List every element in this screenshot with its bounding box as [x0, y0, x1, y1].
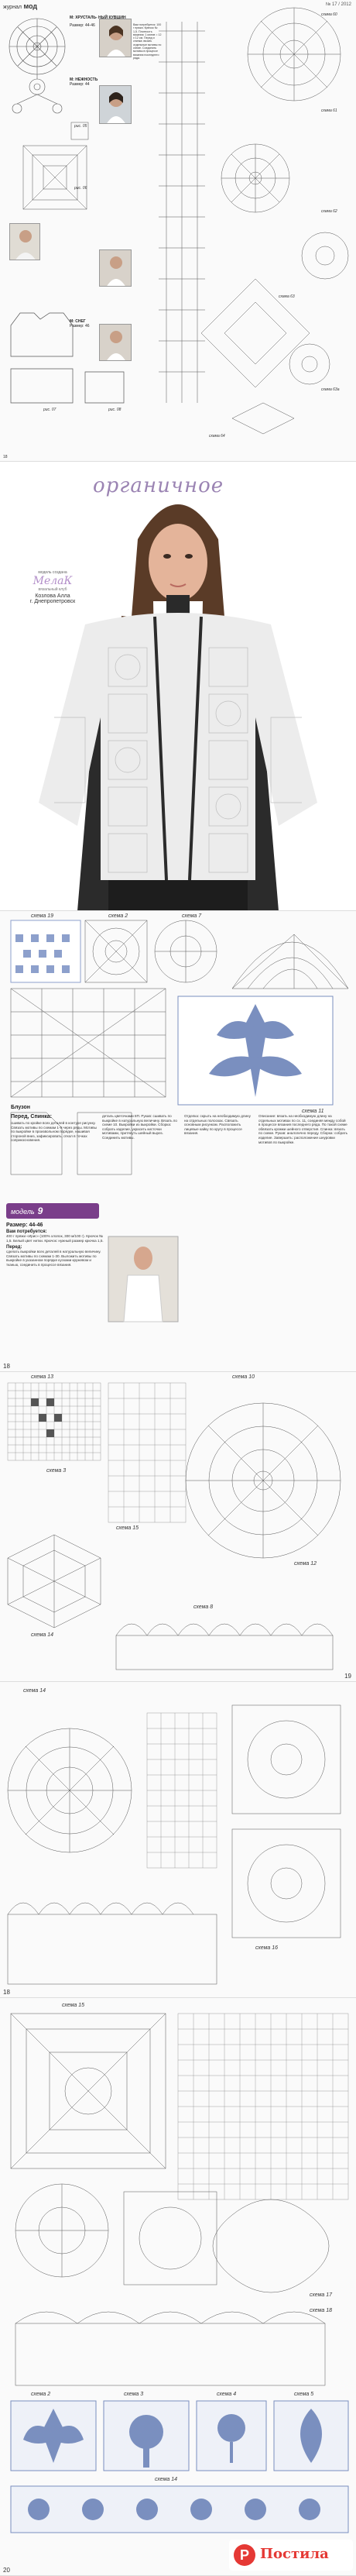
portrait-image: [100, 250, 132, 287]
schema-label-15: схема 15: [116, 1525, 139, 1531]
schema-label-8: схема 8: [193, 1604, 214, 1610]
blue-border-chart-14: [11, 2486, 348, 2533]
magazine-page-1: [0, 0, 356, 462]
model-main-photo: [0, 462, 356, 911]
bluza-title: Блузон: [11, 1105, 30, 1110]
magazine-page-6: [0, 1998, 356, 2576]
square-motif-diagram: [23, 122, 88, 209]
filet-grid-15: [108, 1383, 186, 1522]
pattern-diagrams-page-1: [0, 0, 356, 462]
model-number-badge: модель 9: [6, 1203, 99, 1219]
pattern-diagrams-page-6: [0, 1998, 356, 2576]
schema-label-2: схема 2: [108, 913, 128, 919]
page-number-5: 18: [3, 1989, 10, 1996]
bluza-instructions: [11, 1114, 98, 1145]
schema-label-7: схема 7: [182, 913, 202, 919]
figure-label-05: рис. 05: [74, 124, 87, 129]
figure-label-07: рис. 07: [43, 408, 56, 412]
hexagon-motif-14: [8, 1535, 101, 1628]
pattern-diagrams-page-5: [0, 1682, 356, 1998]
filet-chart-dark-13: [31, 1398, 62, 1437]
lace-motifs-middle: [15, 2184, 329, 2385]
portrait-image: [10, 224, 40, 260]
schema-label-12: схема 12: [294, 1561, 317, 1567]
schema-label-16: схема 16: [255, 1945, 279, 1951]
model-label-3: М: СНЕГ: [70, 319, 86, 324]
author-name: Козлова Алла: [35, 593, 70, 599]
schema-label-62: схема 62: [321, 209, 337, 214]
material-title: Вам потребуется:: [6, 1230, 47, 1234]
filet-grid-center: [147, 1713, 217, 1868]
model-photo-1: [99, 19, 132, 57]
schema-label-5: схема 5: [294, 2392, 314, 2397]
fan-diagram: [232, 934, 348, 989]
page-number-4: 19: [344, 1673, 351, 1680]
lace-panel-diagram: [11, 989, 166, 1097]
blue-filet-rose-charts: [11, 2401, 348, 2471]
schema-label-19: схема 19: [31, 913, 54, 919]
schema-label-14: схема 14: [31, 1632, 54, 1638]
schema-label-10: схема 10: [232, 1374, 255, 1380]
schema-label-3: схема 3: [46, 1468, 67, 1474]
magazine-page-5: [0, 1682, 356, 1998]
page-number: 18: [3, 455, 8, 459]
lace-scallop-row: [116, 1624, 333, 1670]
model-label-1: М: ХРУСТАЛЬ- НЫЙ КУВШИН: [70, 15, 126, 20]
schema-label-2b: схема 2: [31, 2392, 51, 2397]
model-size-2: Размер: 44: [70, 82, 90, 87]
instructions-col-1: сшивать по кройке всех деталей в контуре рисунку. Связать мотивы по схемам 1-9 через ряды. Мотивы по выкройке в произвольном порядке, нашивая стороной вниз, зафиксировать, откол в точках соприкосновения.: [11, 1121, 97, 1143]
filet-chart-19: [11, 920, 80, 982]
instructions-col-2: деталь цветочками 8П. Рукав: сшивать по выкройке в натуральную величину. Вязать по схеме 10. Выкройки из выкройки. Сборка: собрать изделие, украсить кисточки мотивами, притянуть шейный вырез. Соединить мотивы.: [102, 1114, 177, 1140]
schema-label-14b: схема 14: [23, 1688, 46, 1694]
pinterest-style-p-icon: P: [234, 2544, 255, 2566]
filet-chart-11: [178, 996, 333, 1105]
motif-right-stack: [232, 1705, 341, 1938]
schema-label-18: схема 18: [310, 2308, 333, 2313]
square-lace-15: [11, 2014, 166, 2168]
model-label-2: М: НЕЖНОСТЬ: [70, 77, 98, 82]
figure-label-06: рис. 06: [74, 186, 87, 191]
schema-label-15b: схема 15: [62, 2003, 85, 2008]
front-back-title: Перед, Спинка:: [11, 1114, 52, 1119]
schema-label-14c: схема 14: [155, 2477, 178, 2482]
model-size-1: Размер: 44-46: [70, 23, 95, 28]
portrait-image: [100, 19, 132, 57]
schema-label-13: схема 13: [31, 1374, 54, 1380]
author-credit: [6, 570, 99, 604]
magazine-page-3: [0, 911, 356, 1372]
portrait-image: [100, 86, 132, 124]
issue-number: № 17 / 2012: [325, 2, 351, 7]
model-photo-4: [99, 249, 132, 287]
banner-title: органичное: [93, 474, 224, 497]
model-size-3: Размер: 46: [70, 324, 90, 328]
magazine-page-4: [0, 1372, 356, 1682]
model-photo-2: [99, 85, 132, 124]
schema-label-63: схема 63: [279, 294, 295, 299]
crochet-diagram-7: [155, 920, 217, 982]
schema-label-17: схема 17: [310, 2292, 333, 2298]
schema-label-61: схема 61: [321, 108, 337, 113]
author-city: г. Днепропетровск: [29, 599, 76, 604]
author-intro: модель создана: [38, 570, 67, 575]
round-medallion-diagram: [9, 19, 65, 113]
model-9-instructions: [6, 1223, 104, 1270]
schema-label-60: схема 60: [321, 12, 337, 17]
brand-subtitle: вязальный клуб: [38, 587, 67, 592]
brand-logo-text: МелаК: [33, 575, 73, 587]
front-text: сделать выкройки всех деталей в натуральную величину. Связать мотивы по схемам 1-30. Выложить мотивы по выкройке в указанном порядке кусками кружевом и тканью, соединить в процессе вязания.: [6, 1250, 101, 1267]
magazine-page-2-photo: [0, 462, 356, 911]
instructions-text-left: Вам потребуется: 100 г пряжи. Крючок № 1,5. Плотность вязания: 1 мотив = 12 х 12 см. Перед и спинка: вязать отдельные мотивы по схеме. Соединить мотивы в процессе вязания последнего ряда.: [133, 23, 162, 60]
crochet-diagram-2: [85, 920, 147, 982]
schema-label-63a: схема 63а: [321, 387, 340, 392]
page-number-6: 20: [3, 2567, 10, 2574]
flower-rosette-diagrams: [201, 8, 348, 434]
schema-label-4: схема 4: [217, 2392, 237, 2397]
schema-label-64: схема 64: [209, 434, 225, 439]
page-number-3: 18: [3, 1363, 10, 1370]
size-title: Размер: 44-46: [6, 1223, 43, 1228]
tassel-column-diagram: [159, 22, 205, 403]
instructions-col-4: Описание: вязать на необходимую длину на отдельных мотивах по сх. 11, соединяя между собой в процессе вязания последнего ряда. По такой схеме обвязать кромки шейного отверстия. Спинка: вязать по схеме. Рукав: аналогично переду. Сборка: собрать изделие. Завершить: расположение шнуровки мотивов по выкройке.: [258, 1114, 348, 1144]
material-text: 400 г пряжи «Ирис» (100% хлопок, 300 м/100 г). Крючок № 1,5. Белый цвет нитки. Крючок: нужный размер крючка 1,5.: [6, 1234, 104, 1243]
schema-label-11: схема 11: [302, 1109, 324, 1114]
instructions-col-3: Отделка: скрыть на необходимую длину на отдельных полосках. Связать основным рисунком. Расположить лицевые кайку по кругу в процессе вязания.: [184, 1114, 251, 1136]
magazine-header: журнал мод: [3, 2, 38, 10]
watermark-badge[interactable]: [229, 2540, 353, 2571]
filet-grid-right: [178, 2014, 348, 2199]
front-title: Перед:: [6, 1245, 22, 1250]
schema-label-3b: схема 3: [124, 2392, 144, 2397]
flower-diagram-large: [8, 1728, 132, 1852]
round-motif-big: [186, 1403, 341, 1558]
portrait-image: [100, 325, 132, 361]
model-photo-5: [99, 324, 132, 361]
watermark-text: Постила: [260, 2546, 329, 2562]
model-photo-3: [9, 223, 40, 260]
figure-label-08: рис. 08: [108, 408, 122, 412]
border-lace: [8, 1903, 217, 1984]
